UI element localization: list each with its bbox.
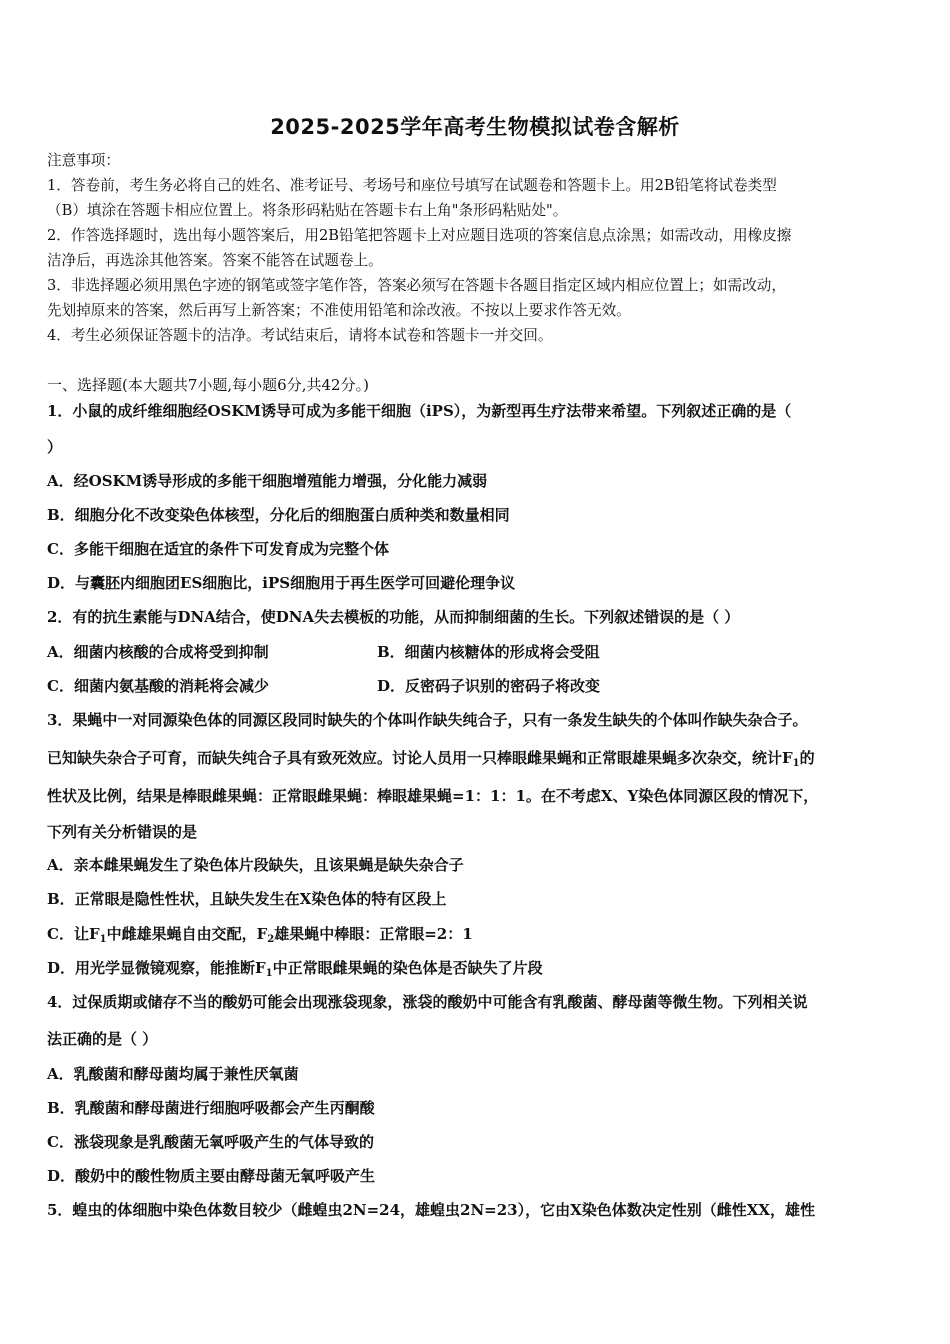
notes-heading: 注意事项：: [47, 152, 120, 169]
question-stem: 5．蝗虫的体细胞中染色体数目较少（雌蝗虫2N=24，雄蝗虫2N=23），它由X染色体数决定性别（雌性XX，雄性: [47, 1201, 816, 1219]
option-a: A．乳酸菌和酵母菌均属于兼性厌氧菌: [47, 1065, 299, 1083]
notes-line: 1．答卷前，考生务必将自己的姓名、准考证号、考场号和座位号填写在试题卷和答题卡上。用2B铅笔将试卷类型: [47, 177, 777, 194]
option-a: A．经OSKM诱导形成的多能干细胞增殖能力增强，分化能力减弱: [47, 472, 488, 490]
option-c: C．涨袋现象是乳酸菌无氧呼吸产生的气体导致的: [47, 1133, 374, 1151]
option-d: [47, 958, 543, 984]
subscript: 1: [792, 758, 800, 769]
option-b: B．细胞分化不改变染色体核型，分化后的细胞蛋白质种类和数量相同: [47, 506, 510, 524]
question-stem: 2．有的抗生素能与DNA结合，使DNA失去模板的功能，从而抑制细菌的生长。下列叙述错误的是（ ）: [47, 608, 740, 626]
option-text: 中雌雄果蝇自由交配，F: [106, 925, 268, 943]
option-text: 中正常眼雌果蝇的染色体是否缺失了片段: [272, 959, 543, 977]
notes-line: 2．作答选择题时，选出每小题答案后，用2B铅笔把答题卡上对应题目选项的答案信息点涂黑；如需改动，用橡皮擦: [47, 227, 792, 244]
subscript: 2: [267, 934, 275, 945]
question-stem: 1．小鼠的成纤维细胞经OSKM诱导可成为多能干细胞（iPS），为新型再生疗法带来希望。下列叙述正确的是（: [47, 402, 792, 420]
option-b: B．细菌内核糖体的形成将会受阻: [377, 643, 600, 661]
notes-line: 先划掉原来的答案，然后再写上新答案；不准使用铅笔和涂改液。不按以上要求作答无效。: [47, 302, 631, 319]
option-c: C．多能干细胞在适宜的条件下可发育成为完整个体: [47, 540, 389, 558]
subscript: 1: [99, 934, 107, 945]
option-d: D．与囊胚内细胞团ES细胞比，iPS细胞用于再生医学可回避伦理争议: [47, 574, 516, 592]
option-a: A．细菌内核酸的合成将受到抑制: [47, 643, 269, 661]
question-stem: 性状及比例，结果是棒眼雌果蝇：正常眼雌果蝇：棒眼雄果蝇=1：1：1。在不考虑X、Y染色体同源区段的情况下，: [47, 787, 819, 805]
option-d: D．酸奶中的酸性物质主要由酵母菌无氧呼吸产生: [47, 1167, 376, 1185]
question-stem: 4．过保质期或储存不当的酸奶可能会出现涨袋现象，涨袋的酸奶中可能含有乳酸菌、酵母菌等微生物。下列相关说: [47, 993, 808, 1011]
section-heading: 一、选择题(本大题共7小题,每小题6分,共42分。): [47, 376, 369, 394]
question-stem: ）: [47, 438, 63, 456]
option-b: B．乳酸菌和酵母菌进行细胞呼吸都会产生丙酮酸: [47, 1099, 375, 1117]
notes-line: 4．考生必须保证答题卡的洁净。考试结束后，请将本试卷和答题卡一并交回。: [47, 327, 553, 344]
option-c: [47, 924, 473, 950]
stem-text: 已知缺失杂合子可育，而缺失纯合子具有致死效应。讨论人员用一只棒眼雌果蝇和正常眼雄果蝇多次杂交，统计F: [47, 749, 793, 767]
subscript: 1: [265, 968, 273, 979]
option-text: C．让F: [47, 925, 100, 943]
option-text: D．用光学显微镜观察，能推断F: [47, 959, 266, 977]
question-stem: [47, 748, 815, 774]
notes-line: （B）填涂在答题卡相应位置上。将条形码粘贴在答题卡右上角"条形码粘贴处"。: [47, 202, 568, 219]
option-b: B．正常眼是隐性性状，且缺失发生在X染色体的特有区段上: [47, 890, 447, 908]
option-a: A．亲本雌果蝇发生了染色体片段缺失，且该果蝇是缺失杂合子: [47, 856, 464, 874]
notes-line: 洁净后，再选涂其他答案。答案不能答在试题卷上。: [47, 252, 383, 269]
question-stem: 3．果蝇中一对同源染色体的同源区段同时缺失的个体叫作缺失纯合子，只有一条发生缺失的个体叫作缺失杂合子。: [47, 711, 808, 729]
option-c: C．细菌内氨基酸的消耗将会减少: [47, 677, 269, 695]
option-d: D．反密码子识别的密码子将改变: [377, 677, 601, 695]
question-stem: 下列有关分析错误的是: [47, 823, 198, 841]
stem-text: 的: [799, 749, 815, 767]
question-stem: 法正确的是（ ）: [47, 1030, 158, 1048]
page-title: 2025-2025学年高考生物模拟试卷含解析: [270, 115, 680, 139]
option-text: 雄果蝇中棒眼：正常眼=2：1: [274, 925, 473, 943]
notes-line: 3．非选择题必须用黑色字迹的钢笔或签字笔作答，答案必须写在答题卡各题目指定区域内相应位置上；如需改动，: [47, 277, 786, 294]
